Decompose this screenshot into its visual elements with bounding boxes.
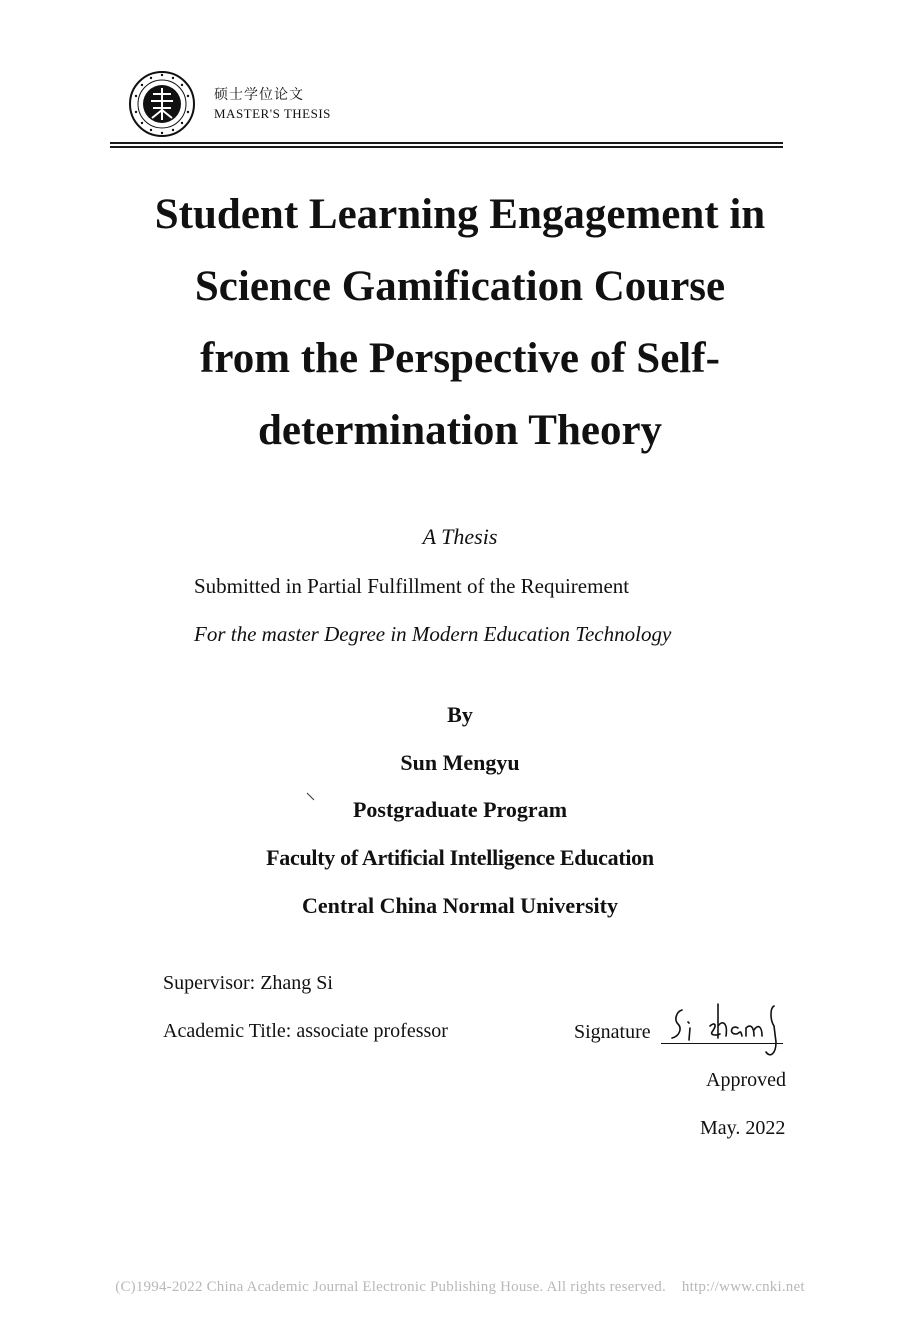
approval-label: Approved: [706, 1069, 786, 1091]
university-seal-icon: [128, 70, 196, 138]
header-english-label: MASTER'S THESIS: [214, 106, 331, 121]
title-line-2: Science Gamification Course: [194, 263, 726, 310]
degree-statement: For the master Degree in Modern Education Technology: [194, 622, 672, 646]
title-line-1: Student Learning Engagement in: [154, 191, 766, 238]
thesis-label: A Thesis: [422, 524, 498, 549]
cnki-url: http://www.cnki.net: [681, 1279, 805, 1295]
header-divider-top: [110, 142, 783, 144]
masthead: [128, 70, 388, 140]
title-line-3: from the Perspective of Self-: [200, 335, 720, 382]
handwritten-signature: [662, 998, 787, 1066]
copyright-notice: (C)1994-2022 China Academic Journal Electronic Publishing House. All rights reserved.: [115, 1279, 666, 1295]
submission-statement: Submitted in Partial Fulfillment of the Requirement: [194, 574, 630, 598]
faculty-name: Faculty of Artificial Intelligence Education: [266, 845, 654, 870]
cnki-footer: [0, 1279, 920, 1296]
academic-title: Academic Title: associate professor: [163, 1020, 448, 1042]
program-name: Postgraduate Program: [352, 797, 568, 822]
header-divider-bottom: [110, 146, 783, 148]
submission-date: May. 2022: [700, 1117, 786, 1139]
author-name: Sun Mengyu: [400, 750, 520, 775]
header-chinese-label: 硕士学位论文: [214, 88, 304, 103]
signature-label: Signature: [574, 1021, 651, 1043]
university-name: Central China Normal University: [302, 893, 618, 918]
supervisor-name: Supervisor: Zhang Si: [163, 972, 333, 994]
by-label: By: [447, 702, 473, 727]
title-line-4: determination Theory: [257, 407, 663, 454]
